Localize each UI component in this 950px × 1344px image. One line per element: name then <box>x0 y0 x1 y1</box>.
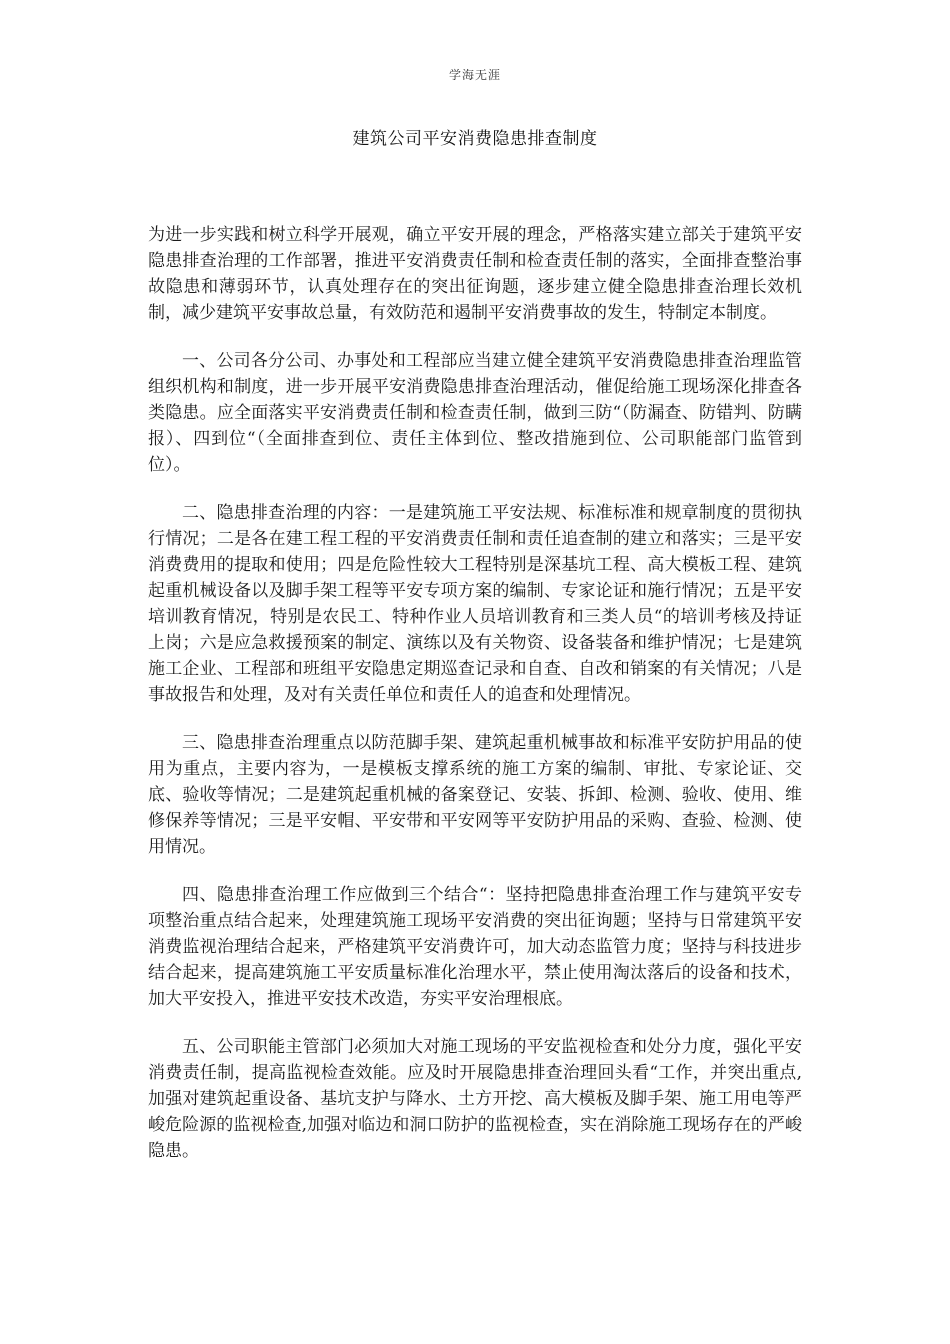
paragraph-section-2: 二、隐患排查治理的内容：一是建筑施工平安法规、标准标准和规章制度的贯彻执行情况；二是各在建工程工程的平安消费责任制和责任追查制的建立和落实；三是平安消费费用的提取和使用；四是危险性较大工程特别是深基坑工程、高大模板工程、建筑起重机械设备以及脚手架工程等平安专项方案的编制、专家论证和施行情况；五是平安培训教育情况，特别是农民工、特种作业人员培训教育和三类人员“的培训考核及持证上岗；六是应急救援预案的制定、演练以及有关物资、设备装备和维护情况；七是建筑施工企业、工程部和班组平安隐患定期巡查记录和自查、自改和销案的有关情况；八是事故报告和处理，及对有关责任单位和责任人的追查和处理情况。 <box>148 503 802 705</box>
paragraph-section-5: 五、公司职能主管部门必须加大对施工现场的平安监视检查和处分力度，强化平安消费责任制，提高监视检查效能。应及时开展隐患排查治理回头看“工作，并突出重点,加强对建筑起重设备、基坑支护与降水、土方开挖、高大模板及脚手架、施工用电等严峻危险源的监视检查,加强对临边和洞口防护的监视检查，实在消除施工现场存在的严峻隐患。 <box>148 1037 802 1161</box>
document-body <box>148 222 802 1186</box>
paragraph-intro: 为进一步实践和树立科学开展观，确立平安开展的理念，严格落实建立部关于建筑平安隐患排查治理的工作部署，推进平安消费责任制和检查责任制的落实，全面排查整治事故隐患和薄弱环节，认真处理存在的突出征询题，逐步建立健全隐患排查治理长效机制，减少建筑平安事故总量，有效防范和遏制平安消费事故的发生，特制定本制度。 <box>148 225 802 323</box>
paragraph-section-3: 三、隐患排查治理重点以防范脚手架、建筑起重机械事故和标准平安防护用品的使用为重点，主要内容为，一是模板支撑系统的施工方案的编制、审批、专家论证、交底、验收等情况；二是建筑起重机械的备案登记、安装、拆卸、检测、验收、使用、维修保养等情况；三是平安帽、平安带和平安网等平安防护用品的采购、查验、检测、使用情况。 <box>148 733 802 857</box>
paragraph-section-4: 四、隐患排查治理工作应做到三个结合“：坚持把隐患排查治理工作与建筑平安专项整治重点结合起来，处理建筑施工现场平安消费的突出征询题；坚持与日常建筑平安消费监视治理结合起来，严格建筑平安消费许可，加大动态监管力度；坚持与科技进步结合起来，提高建筑施工平安质量标准化治理水平，禁止使用淘汰落后的设备和技术，加大平安投入，推进平安技术改造，夯实平安治理根底。 <box>148 885 802 1009</box>
header-mark: 学海无涯 <box>448 68 501 82</box>
document-title: 建筑公司平安消费隐患排查制度 <box>352 129 598 149</box>
paragraph-section-1: 一、公司各分公司、办事处和工程部应当建立健全建筑平安消费隐患排查治理监管组织机构和制度，进一步开展平安消费隐患排查治理活动，催促给施工现场深化排查各类隐患。应全面落实平安消费责任制和检查责任制，做到三防“（防漏查、防错判、防瞒报）、四到位“（全面排查到位、责任主体到位、整改措施到位、公司职能部门监管到位）。 <box>148 351 802 475</box>
